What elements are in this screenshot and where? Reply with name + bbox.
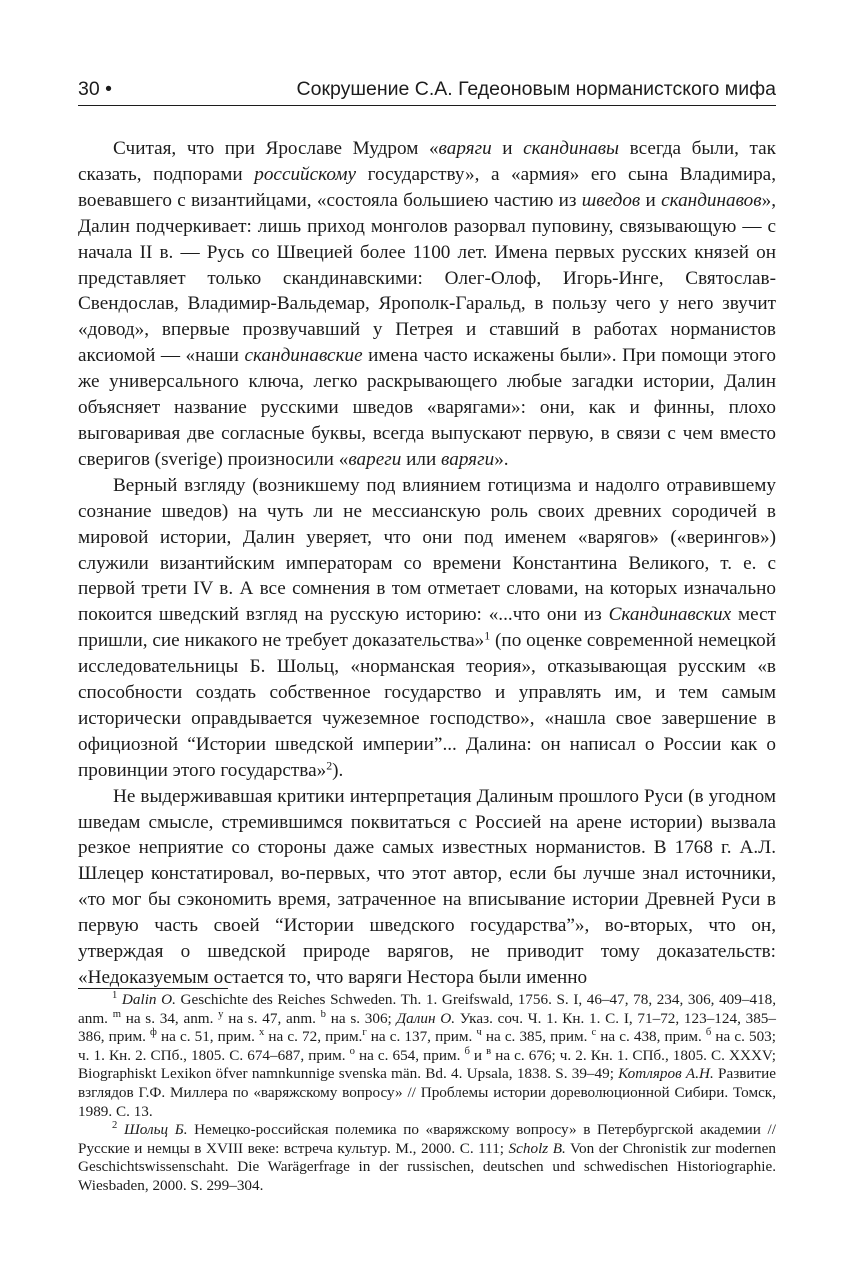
text-run: Развитие взглядов Г.Ф. Миллера по «варяжскому вопросу» // Проблемы истории дореволюционной Сибири. Томск, 1989. С. 13.	[78, 1065, 776, 1120]
paragraph	[78, 136, 776, 473]
header-rule	[78, 105, 776, 106]
text-run: на с. 438, прим.	[596, 1028, 706, 1046]
text-run: Geschichte des Reiches Schweden. Th. 1. Greifswald, 1756. S. I, 46–47, 78, 234, 306, 409–418, anm.	[78, 991, 777, 1027]
footnote-2	[78, 1121, 776, 1195]
reference-mark: 1	[112, 990, 118, 1002]
reference-mark: с	[591, 1027, 597, 1039]
text-run: на с. 676; ч. 2. Кн. 1. СПб., 1805. С. XXXV; Biographiskt Lexikon öfver namnkunnige svenska män. Bd. 4. Upsala, 1838. S. 39–49;	[78, 1046, 776, 1083]
text-run: государству», а «армия» его сына Владимира, воевавшего с византийцами, «состояла большиею частию из	[78, 163, 776, 211]
italic-text: Котляров А.Н.	[618, 1065, 714, 1083]
running-title: Сокрушение С.А. Гедеоновым норманистского мифа	[296, 78, 776, 100]
text-run: Указ. соч. Ч. 1. Кн. 1. С. I, 71–72, 123–124, 385–386, прим.	[78, 1009, 776, 1046]
text-run: всегда были, так сказать, подпорами	[78, 138, 776, 185]
reference-mark: г	[362, 1027, 367, 1039]
text-run: Верный взгляду (возникшему под влиянием готицизма и надолго отравившему сознание шведов) на чуть ли не мессианскую роль своих древних сородичей в мировой истории, Далин уверяет, что они под именем «варягов» («верингов») служили византийским императорам со времени Константина Великого, т. е. с первой трети IV в. А все сомнения в том отметает словами, на которых изначально покоится шведский взгляд на русскую историю: «...что они из	[78, 474, 776, 626]
reference-mark: б	[464, 1045, 470, 1057]
text-run: Считая, что при Ярославе Мудром «	[113, 138, 439, 159]
footnotes	[78, 991, 776, 1196]
reference-mark: b	[320, 1008, 326, 1020]
page-number: 30 •	[78, 78, 112, 100]
text-run: и	[469, 1046, 487, 1064]
text-run: на с. 51, прим.	[156, 1028, 260, 1046]
text-run: Немецко-российская полемика по «варяжскому вопросу» в Петербургской академии // Русские и немцы в XVIII веке: встреча культур. М., 2000. С. 111;	[78, 1121, 776, 1157]
italic-text: шведов	[581, 189, 641, 211]
reference-mark: х	[259, 1027, 265, 1039]
text-run: и	[640, 189, 662, 211]
text-run	[117, 1121, 124, 1138]
italic-text: Scholz B.	[508, 1139, 566, 1157]
text-run: », Далин подчеркивает: лишь приход монголов разорвал пуповину, связывающую — с начала II в. — Русь со Швецией более 1100 лет. Имена первых русских князей он представляет только скандинавскими: Олег-Олоф, Игорь-Инге, Святослав-Свендослав, Владимир-Вальдемар, Ярополк-Гаральд, в пользу чего у него звучит «довод», впервые прозвучавший у Петрея и ставший в работах норманистов аксиомой — «наши	[78, 189, 776, 367]
italic-text: Шольц Б.	[123, 1121, 188, 1139]
text-run: на с. 503; ч. 1. Кн. 2. СПб., 1805. С. 674–687, прим.	[78, 1028, 776, 1064]
text-run: на s. 47, anm.	[223, 1009, 321, 1027]
italic-text: Далин О.	[396, 1009, 456, 1027]
footnote-separator	[78, 988, 228, 989]
reference-mark: о	[349, 1045, 355, 1057]
reference-mark: 2	[326, 758, 333, 773]
text-run: или	[401, 448, 442, 470]
text-run: ».	[494, 448, 509, 470]
text-run: на s. 34, anm.	[120, 1009, 219, 1027]
text-run: (по оценке современной немецкой исследовательницы Б. Шольц, «норманская теория», отказывающая русским «в способности создать собственное государство и управлять им, и тем самым исторически оправдывается чужеземное господство», «нашла свое завершение в официозной “Истории шведской империи”... Далина: он написал о России как о провинции этого государства»	[78, 630, 776, 781]
italic-text: скандинавы	[523, 138, 620, 159]
italic-text: скандинавов	[661, 189, 762, 211]
reference-mark: в	[486, 1045, 492, 1057]
reference-mark: 1	[484, 628, 491, 643]
footnote-1	[78, 991, 776, 1121]
italic-text: Dalin O.	[121, 991, 176, 1008]
italic-text: скандинавские	[244, 345, 363, 367]
text-run: на с. 385, прим.	[481, 1028, 592, 1046]
text-run: на с. 654, прим.	[354, 1046, 465, 1064]
italic-text: российскому	[254, 163, 357, 185]
reference-mark: ф	[150, 1027, 157, 1039]
text-run: Не выдерживавшая критики интерпретация Далиным прошлого Руси (в угодном шведам смысле, стремившимся поквитаться с Россией на арене истории) вызвала резкое неприятие со стороны даже самых известных норманистов. В 1768 г. А.Л. Шлецер констатировал, во-первых, что этот автор, если бы лучше знал источники, «то мог бы сэкономить время, затраченное на вписывание истории Древней Руси в первую часть своей “Истории шведского государства”», во-вторых, что он, утверждая о шведской природе варягов, не приводит тому доказательств: «Недоказуемым остается то, что варяги Нестора были именно	[78, 785, 776, 988]
text-run: на с. 137, прим.	[366, 1028, 477, 1046]
text-run: мест пришли, сие никакого не требует доказательства»	[78, 604, 776, 652]
text-run: на с. 72, прим.	[264, 1028, 363, 1046]
reference-mark: y	[218, 1008, 224, 1020]
text-run: и	[491, 138, 524, 159]
reference-mark: б	[705, 1027, 712, 1039]
running-header	[78, 74, 776, 104]
italic-text: Скандинавских	[608, 604, 732, 626]
italic-text: варяги	[438, 138, 492, 159]
italic-text: варяги	[441, 448, 495, 470]
text-run: имена часто искажены были». При помощи этого же универсального ключа, легко раскрывающего любые загадки истории, Далин объясняет название русскими шведов «варягами»: они, как и финны, плохо выговаривая две согласные буквы, всегда выпускают первую, в связи с чем вместо сверигов (sverige) произносили «	[78, 345, 776, 470]
italic-text: вареги	[348, 448, 402, 470]
main-text	[78, 136, 776, 991]
text-run: на s. 306;	[325, 1009, 397, 1027]
reference-mark: m	[112, 1008, 121, 1020]
text-run: Von der Chronistik zur modernen Geschichtswissenschaht. Die Warägerfrage in der russischen, deutschen und schwedischen Historiographie. Wiesbaden, 2000. S. 299–304.	[78, 1139, 776, 1194]
paragraph	[78, 473, 776, 784]
reference-mark: ч	[476, 1027, 482, 1039]
paragraph	[78, 784, 776, 991]
text-run: ).	[332, 759, 344, 781]
reference-mark: 2	[112, 1120, 118, 1132]
